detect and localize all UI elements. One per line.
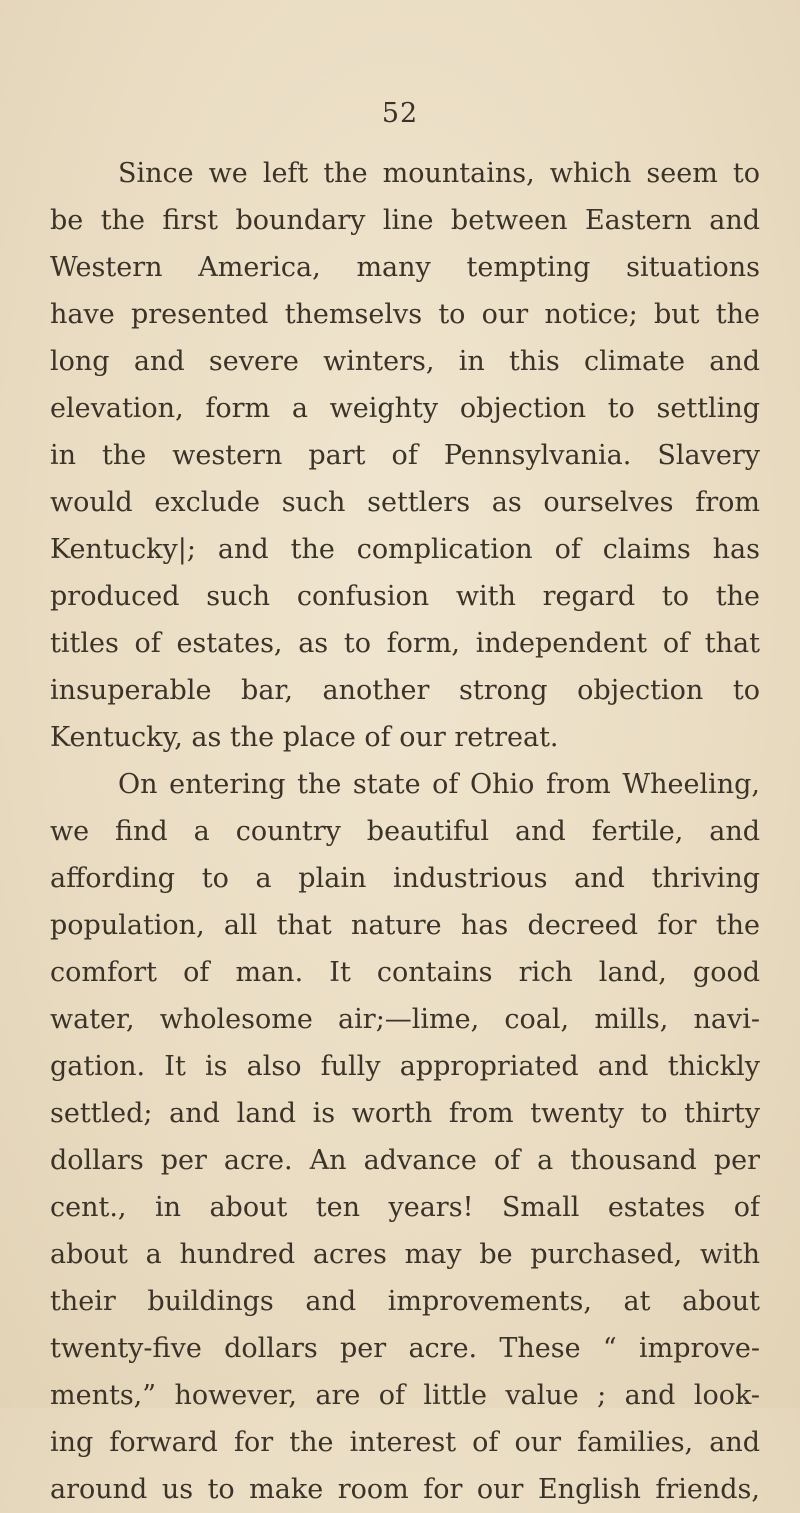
body-text (50, 150, 760, 1513)
text-line: water, wholesome air;—lime, coal, mills, navi- (50, 1004, 760, 1035)
text-line: cent., in about ten years! Small estates of (50, 1192, 760, 1223)
text-line: would exclude such settlers as ourselves from (50, 487, 760, 518)
text-line: twenty-five dollars per acre. These “ improve- (50, 1333, 760, 1364)
paragraph-1 (50, 150, 760, 761)
text-line: insuperable bar, another strong objection to (50, 675, 760, 706)
text-line: Western America, many tempting situations (50, 252, 760, 283)
text-line: Since we left the mountains, which seem to (118, 158, 760, 189)
text-line: long and severe winters, in this climate and (50, 346, 760, 377)
page-number: 52 (381, 98, 419, 129)
text-line: On entering the state of Ohio from Wheeling, (118, 769, 760, 800)
text-line: about a hundred acres may be purchased, with (50, 1239, 760, 1270)
text-line: be the first boundary line between Eastern and (50, 205, 760, 236)
text-line: comfort of man. It contains rich land, good (50, 957, 760, 988)
text-line: produced such confusion with regard to the (50, 581, 760, 612)
text-line: affording to a plain industrious and thriving (50, 863, 760, 894)
text-line: ing forward for the interest of our families, and (50, 1427, 760, 1458)
text-line: in the western part of Pennsylvania. Slavery (50, 440, 760, 471)
text-line: have presented themselvs to our notice; but the (50, 299, 760, 330)
text-line: ments,” however, are of little value ; and look- (50, 1380, 760, 1411)
paragraph-2 (50, 761, 760, 1513)
text-line: elevation, form a weighty objection to settling (50, 393, 760, 424)
text-line: dollars per acre. An advance of a thousand per (50, 1145, 760, 1176)
text-line: population, all that nature has decreed for the (50, 910, 760, 941)
text-line: titles of estates, as to form, independent of that (50, 628, 760, 659)
text-line: settled; and land is worth from twenty to thirty (50, 1098, 760, 1129)
text-line: we find a country beautiful and fertile, and (50, 816, 760, 847)
text-line: Kentucky, as the place of our retreat. (50, 722, 559, 753)
text-line: gation. It is also fully appropriated and thickly (50, 1051, 760, 1082)
text-line: Kentucky|; and the complication of claims has (50, 534, 760, 565)
text-line: their buildings and improvements, at about (50, 1286, 760, 1317)
text-line: around us to make room for our English friends, (50, 1474, 760, 1505)
